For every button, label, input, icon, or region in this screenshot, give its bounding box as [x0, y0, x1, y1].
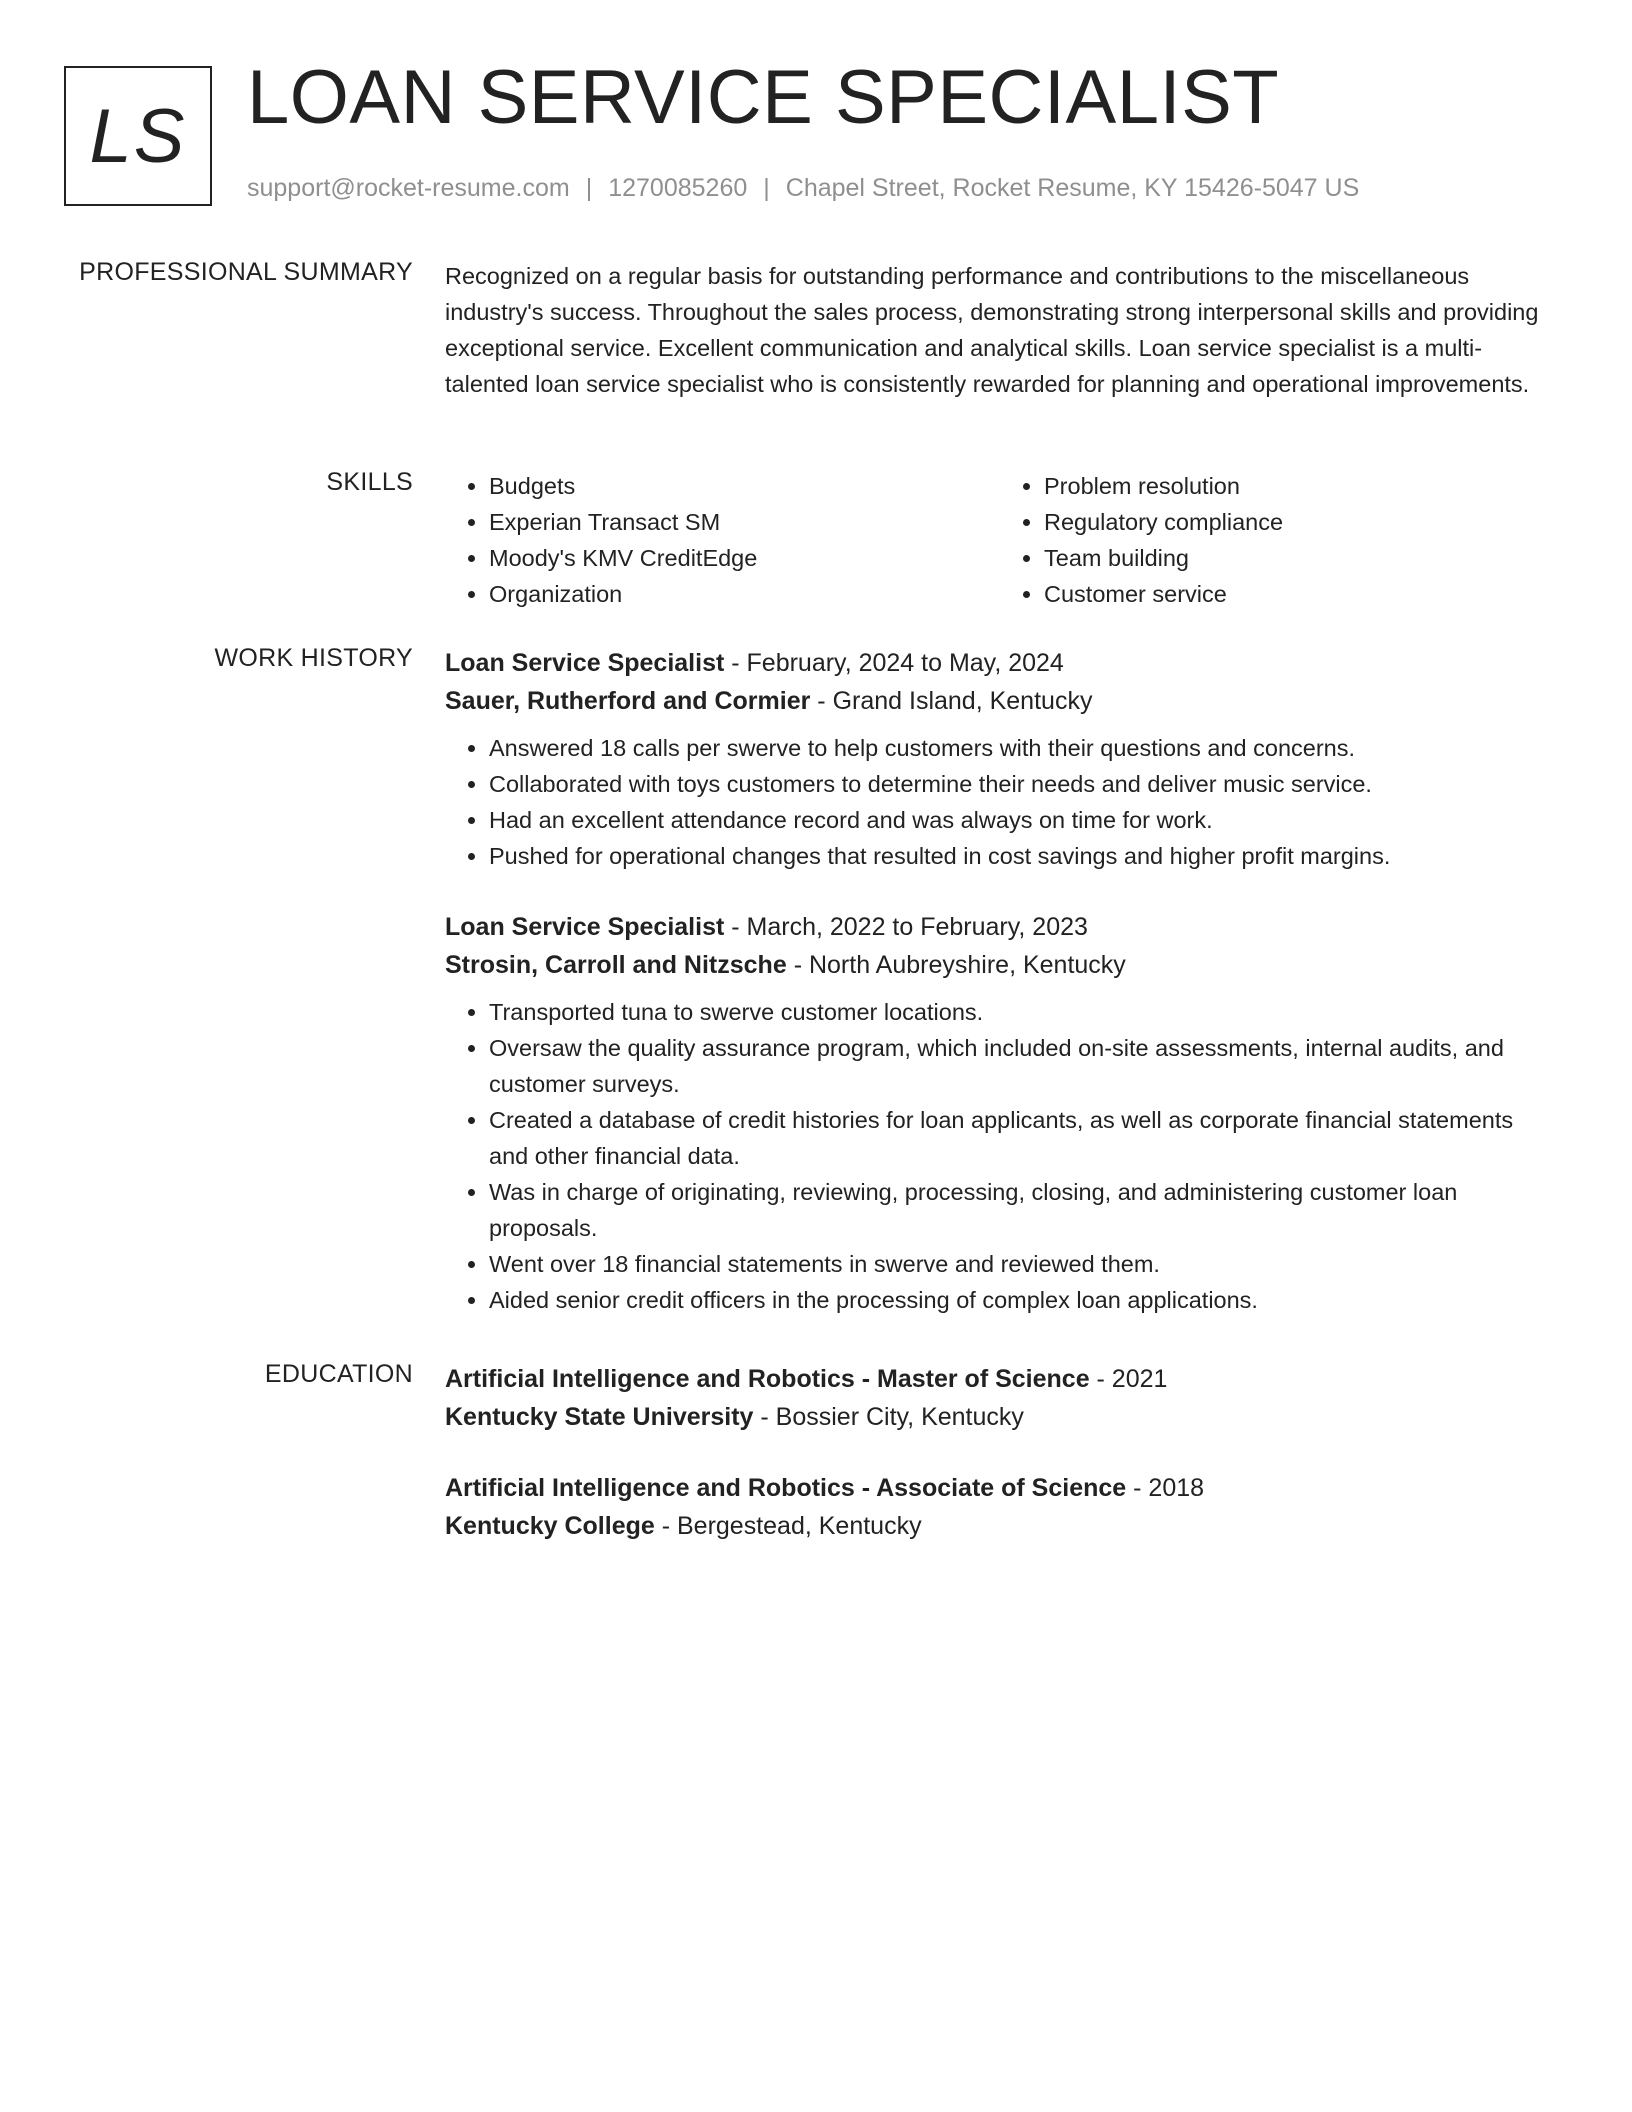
job-company-line [445, 682, 1555, 720]
job-bullets [445, 994, 1555, 1318]
monogram-logo: LS [64, 66, 212, 206]
job-company: Sauer, Rutherford and Cormier [445, 687, 811, 715]
skills-column-right [1000, 468, 1555, 612]
education-school-line [445, 1398, 1555, 1436]
job-company: Strosin, Carroll and Nitzsche [445, 951, 787, 979]
job-dates: - March, 2022 to February, 2023 [724, 913, 1088, 941]
skill-item: • Team building [1044, 540, 1555, 576]
education-heading: EDUCATION [264, 1360, 413, 1388]
job-title-line [445, 644, 1555, 682]
job-entry [445, 644, 1555, 874]
work-history-body [445, 644, 1555, 1318]
summary-text: Recognized on a regular basis for outstanding performance and contributions to the miscellaneous industry's success. Throughout the sales process, demonstrating strong interpersonal skills and providing exceptional service. Excellent communication and analytical skills. Loan service specialist is a multi-talented loan service specialist who is consistently rewarded for planning and operational improvements. [445, 263, 1539, 397]
job-bullet: • Aided senior credit officers in the processing of complex loan applications. [489, 1282, 1555, 1318]
job-bullet: • Created a database of credit histories for loan applicants, as well as corporate financial statements and other financial data. [489, 1102, 1555, 1174]
job-bullet: • Collaborated with toys customers to determine their needs and deliver music service. [489, 766, 1555, 802]
summary-body [445, 258, 1555, 402]
contact-address: Chapel Street, Rocket Resume, KY 15426-5047 US [785, 174, 1360, 202]
work-history-heading: WORK HISTORY [214, 644, 413, 672]
skill-item: • Regulatory compliance [1044, 504, 1555, 540]
job-bullet: • Pushed for operational changes that resulted in cost savings and higher profit margins. [489, 838, 1555, 874]
job-location: - Grand Island, Kentucky [810, 687, 1093, 715]
skill-item: • Organization [489, 576, 1000, 612]
job-title: Loan Service Specialist [445, 649, 725, 677]
job-bullet: • Had an excellent attendance record and was always on time for work. [489, 802, 1555, 838]
job-company-line [445, 946, 1555, 984]
job-bullet: • Answered 18 calls per swerve to help customers with their questions and concerns. [489, 730, 1555, 766]
education-location: - Bossier City, Kentucky [753, 1403, 1024, 1431]
education-degree: Artificial Intelligence and Robotics - Master of Science [445, 1365, 1090, 1393]
skills-grid [445, 468, 1555, 612]
job-bullet: • Was in charge of originating, reviewing, processing, closing, and administering customer loan proposals. [489, 1174, 1555, 1246]
education-school: Kentucky College [445, 1512, 655, 1540]
contact-separator: | [585, 174, 593, 202]
skills-heading: SKILLS [326, 468, 413, 496]
page-title: LOAN SERVICE SPECIALIST [247, 55, 1280, 140]
job-entry [445, 908, 1555, 1318]
education-degree-line [445, 1469, 1555, 1507]
education-location: - Bergestead, Kentucky [654, 1512, 922, 1540]
contact-line [247, 174, 1359, 203]
job-bullet: • Went over 18 financial statements in swerve and reviewed them. [489, 1246, 1555, 1282]
job-bullet: • Transported tuna to swerve customer locations. [489, 994, 1555, 1030]
education-school: Kentucky State University [445, 1403, 754, 1431]
contact-email: support@rocket-resume.com [247, 174, 570, 202]
skill-item: • Problem resolution [1044, 468, 1555, 504]
job-location: - North Aubreyshire, Kentucky [786, 951, 1126, 979]
skills-body [445, 468, 1555, 612]
contact-phone: 1270085260 [608, 174, 748, 202]
education-degree: Artificial Intelligence and Robotics - Associate of Science [445, 1474, 1127, 1502]
education-entry [445, 1360, 1555, 1436]
job-title: Loan Service Specialist [445, 913, 725, 941]
education-school-line [445, 1507, 1555, 1545]
skill-item: • Budgets [489, 468, 1000, 504]
education-entry [445, 1469, 1555, 1545]
job-bullets [445, 730, 1555, 874]
summary-heading: PROFESSIONAL SUMMARY [79, 258, 413, 286]
education-year: - 2018 [1126, 1474, 1205, 1502]
skill-item: • Customer service [1044, 576, 1555, 612]
skill-item: • Moody's KMV CreditEdge [489, 540, 1000, 576]
job-dates: - February, 2024 to May, 2024 [724, 649, 1064, 677]
skills-column-left [445, 468, 1000, 612]
education-degree-line [445, 1360, 1555, 1398]
contact-separator: | [763, 174, 770, 202]
education-year: - 2021 [1089, 1365, 1168, 1393]
skill-item: • Experian Transact SM [489, 504, 1000, 540]
job-title-line [445, 908, 1555, 946]
education-body [445, 1360, 1555, 1545]
job-bullet: • Oversaw the quality assurance program, which included on-site assessments, internal audits, and customer surveys. [489, 1030, 1555, 1102]
